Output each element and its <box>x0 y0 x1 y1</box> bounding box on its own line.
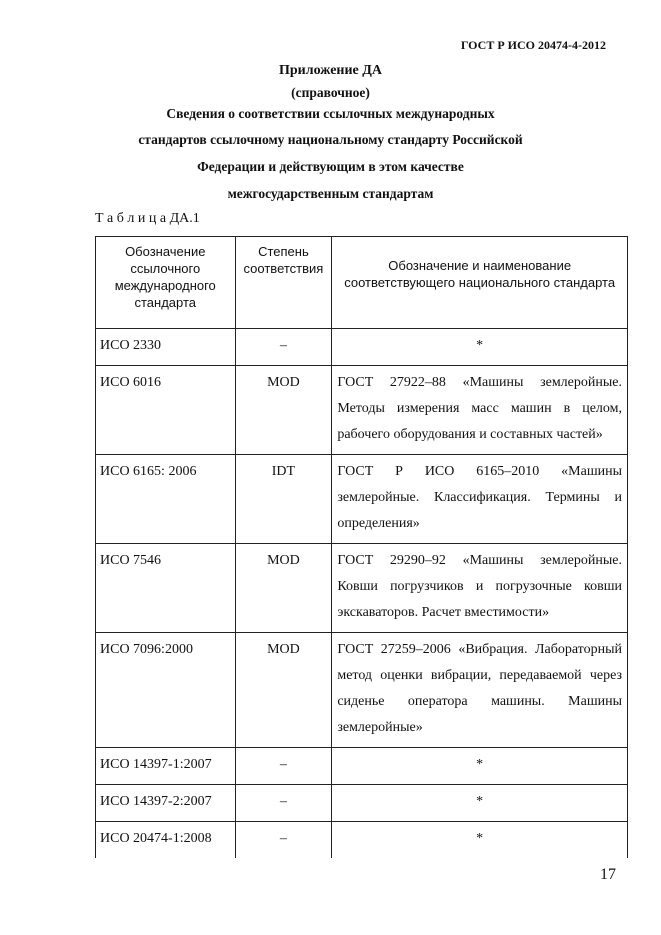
appendix-heading-line-2: стандартов ссылочному национальному стандарту Российской <box>138 132 523 147</box>
row-national: * <box>332 785 628 822</box>
table-row <box>96 748 628 785</box>
row-code: ИСО 7096:2000 <box>96 633 236 748</box>
row-degree: – <box>235 748 332 785</box>
row-code: ИСО 6016 <box>96 366 236 455</box>
table-row <box>96 329 628 366</box>
row-national: ГОСТ 27259–2006 «Вибрация. Лабораторный метод оценки вибрации, передаваемой через сиденье оператора машины. Машины землеройные» <box>332 633 628 748</box>
row-degree: – <box>235 329 332 366</box>
row-degree: MOD <box>235 544 332 633</box>
table-row <box>96 822 628 859</box>
row-national: ГОСТ 27922–88 «Машины землеройные. Методы измерения масс машин в целом, рабочего оборудования и составных частей» <box>332 366 628 455</box>
table-row <box>96 455 628 544</box>
appendix-heading-line-4: межгосударственным стандартам <box>227 186 434 201</box>
row-degree: – <box>235 822 332 859</box>
row-code: ИСО 6165: 2006 <box>96 455 236 544</box>
row-code: ИСО 2330 <box>96 329 236 366</box>
correspondence-table <box>95 236 628 858</box>
page-number: 17 <box>600 866 616 883</box>
row-degree: MOD <box>235 633 332 748</box>
header-international-standard: Обозначение ссылочного международного стандарта <box>96 237 236 329</box>
row-national: * <box>332 329 628 366</box>
document-code: ГОСТ Р ИСО 20474-4-2012 <box>460 38 606 52</box>
table-row <box>96 785 628 822</box>
appendix-heading-line-3: Федерации и действующим в этом качестве <box>197 159 464 174</box>
header-degree: Степень соответствия <box>235 237 332 329</box>
row-code: ИСО 7546 <box>96 544 236 633</box>
header-national-standard: Обозначение и наименование соответствующего национального стандарта <box>332 237 628 329</box>
table-header-row <box>96 237 628 329</box>
table-label: Т а б л и ц а ДА.1 <box>95 211 200 226</box>
table-row <box>96 544 628 633</box>
row-national: * <box>332 748 628 785</box>
row-national: * <box>332 822 628 859</box>
row-degree: – <box>235 785 332 822</box>
table-row <box>96 633 628 748</box>
row-national: ГОСТ 29290–92 «Машины землеройные. Ковши погрузчиков и погрузочные ковши экскаваторов. Расчет вместимости» <box>332 544 628 633</box>
row-national: ГОСТ Р ИСО 6165–2010 «Машины землеройные. Классификация. Термины и определения» <box>332 455 628 544</box>
appendix-heading-line-1: Сведения о соответствии ссылочных международных <box>166 106 495 121</box>
row-degree: MOD <box>235 366 332 455</box>
appendix-title: Приложение ДА <box>278 63 383 78</box>
table-row <box>96 366 628 455</box>
row-degree: IDT <box>235 455 332 544</box>
appendix-status: (справочное) <box>291 85 370 100</box>
row-code: ИСО 14397-2:2007 <box>96 785 236 822</box>
row-code: ИСО 20474-1:2008 <box>96 822 236 859</box>
row-code: ИСО 14397-1:2007 <box>96 748 236 785</box>
